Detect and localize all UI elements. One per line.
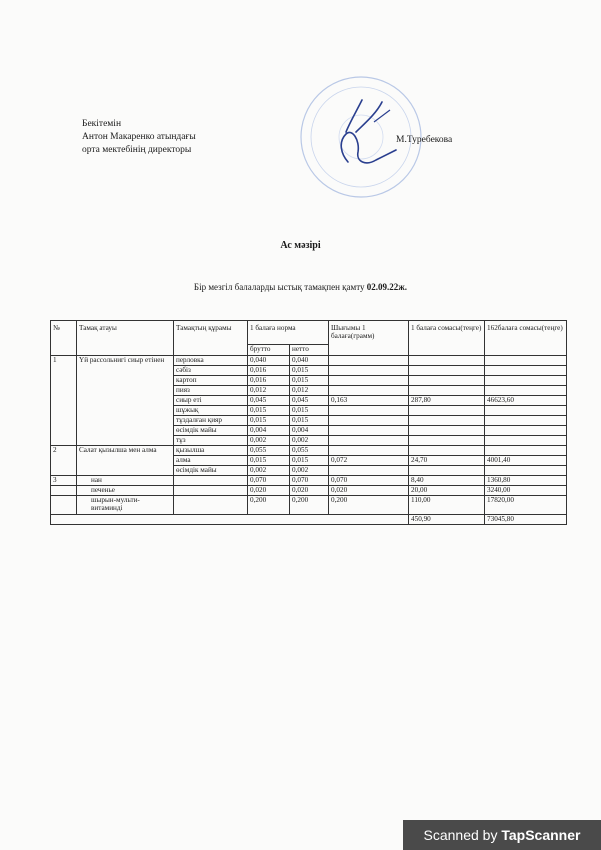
menu-table [50, 320, 567, 525]
row-yield [329, 436, 409, 446]
row-comp: өсімдік майы [174, 426, 248, 436]
row-num: 3 [51, 476, 77, 486]
row-total [485, 416, 567, 426]
row-comp [174, 496, 248, 515]
row-yield [329, 386, 409, 396]
row-netto: 0,015 [290, 416, 329, 426]
table-row [51, 446, 567, 456]
row-cost1 [409, 386, 485, 396]
row-netto: 0,002 [290, 436, 329, 446]
director-name: М.Туребекова [396, 135, 453, 145]
page-title: Ас мәзірі [280, 240, 321, 251]
row-netto: 0,045 [290, 396, 329, 406]
row-yield [329, 426, 409, 436]
row-food: Салат қызылша мен алма [77, 446, 174, 476]
row-yield [329, 416, 409, 426]
row-total [485, 376, 567, 386]
row-total [485, 466, 567, 476]
header-norm: 1 балаға норма [248, 321, 329, 345]
row-netto: 0,004 [290, 426, 329, 436]
row-brutto: 0,012 [248, 386, 290, 396]
row-yield: 0,072 [329, 456, 409, 466]
row-brutto: 0,020 [248, 486, 290, 496]
row-total [485, 356, 567, 366]
row-netto: 0,200 [290, 496, 329, 515]
row-netto: 0,020 [290, 486, 329, 496]
table-row [51, 496, 567, 515]
row-total: 46623,60 [485, 396, 567, 406]
row-total [485, 386, 567, 396]
table-row [51, 356, 567, 366]
row-netto: 0,040 [290, 356, 329, 366]
row-comp: тұздалған қияр [174, 416, 248, 426]
row-netto: 0,012 [290, 386, 329, 396]
row-cost1: 287,80 [409, 396, 485, 406]
row-cost1 [409, 436, 485, 446]
row-yield [329, 446, 409, 456]
table-row [51, 476, 567, 486]
row-cost1: 110,00 [409, 496, 485, 515]
row-comp: өсімдік майы [174, 466, 248, 476]
header-netto: нетто [290, 345, 329, 356]
row-yield: 0,163 [329, 396, 409, 406]
row-comp [174, 476, 248, 486]
row-netto: 0,015 [290, 456, 329, 466]
row-brutto: 0,016 [248, 366, 290, 376]
row-total [485, 366, 567, 376]
row-cost1 [409, 466, 485, 476]
row-total [485, 406, 567, 416]
row-brutto: 0,002 [248, 436, 290, 446]
row-netto: 0,015 [290, 366, 329, 376]
approval-block [82, 118, 196, 157]
scanner-watermark [403, 820, 601, 850]
header-cost-total: 162балаға сомасы(теңге) [485, 321, 567, 356]
row-total [485, 446, 567, 456]
table-total-row [51, 515, 567, 525]
row-yield: 0,200 [329, 496, 409, 515]
row-num [51, 486, 77, 496]
row-total [485, 426, 567, 436]
row-brutto: 0,015 [248, 456, 290, 466]
row-cost1 [409, 416, 485, 426]
subtitle-text: Бір мезгіл балаларды ыстық тамақпен қамту [193, 282, 367, 292]
row-yield [329, 356, 409, 366]
row-comp [174, 486, 248, 496]
row-brutto: 0,040 [248, 356, 290, 366]
row-yield [329, 466, 409, 476]
header-yield: Шығымы 1 балаға(грамм) [329, 321, 409, 356]
total-label-cell [51, 515, 409, 525]
row-brutto: 0,002 [248, 466, 290, 476]
row-cost1 [409, 426, 485, 436]
subtitle [0, 282, 601, 292]
row-comp: алма [174, 456, 248, 466]
header-cost1: 1 балаға сомасы(теңге) [409, 321, 485, 356]
row-yield [329, 406, 409, 416]
row-netto: 0,070 [290, 476, 329, 486]
row-cost1 [409, 446, 485, 456]
row-brutto: 0,200 [248, 496, 290, 515]
row-brutto: 0,055 [248, 446, 290, 456]
row-brutto: 0,015 [248, 416, 290, 426]
row-total: 1360,80 [485, 476, 567, 486]
row-netto: 0,002 [290, 466, 329, 476]
row-comp: сиыр еті [174, 396, 248, 406]
row-comp: тұз [174, 436, 248, 446]
approval-line-3: орта мектебінің директоры [82, 145, 192, 155]
total-cost-total: 73045,80 [485, 515, 567, 525]
subtitle-date: 02.09.22ж. [366, 282, 408, 292]
row-total: 17820,00 [485, 496, 567, 515]
row-food: Үй рассольнигі сиыр етінен [77, 356, 174, 446]
approval-line-2: Антон Макаренко атындағы [82, 132, 196, 142]
table-header-row [51, 321, 567, 345]
row-netto: 0,055 [290, 446, 329, 456]
row-comp: пияз [174, 386, 248, 396]
row-food: нан [77, 476, 174, 486]
row-comp: перловка [174, 356, 248, 366]
row-total: 4001,40 [485, 456, 567, 466]
row-cost1 [409, 406, 485, 416]
watermark-prefix: Scanned by [423, 827, 502, 843]
row-cost1 [409, 356, 485, 366]
row-num: 1 [51, 356, 77, 446]
row-total: 3240,00 [485, 486, 567, 496]
row-cost1: 20,00 [409, 486, 485, 496]
row-cost1 [409, 366, 485, 376]
row-yield [329, 366, 409, 376]
row-food: печенье [77, 486, 174, 496]
row-yield: 0,020 [329, 486, 409, 496]
row-yield [329, 376, 409, 386]
table-row [51, 486, 567, 496]
row-brutto: 0,070 [248, 476, 290, 486]
row-comp: шұжық [174, 406, 248, 416]
row-comp: сәбіз [174, 366, 248, 376]
header-brutto: брутто [248, 345, 290, 356]
row-brutto: 0,015 [248, 406, 290, 416]
row-brutto: 0,004 [248, 426, 290, 436]
row-brutto: 0,016 [248, 376, 290, 386]
row-netto: 0,015 [290, 406, 329, 416]
row-cost1: 8,40 [409, 476, 485, 486]
header-num: № [51, 321, 77, 356]
watermark-brand: TapScanner [501, 827, 581, 843]
row-num [51, 496, 77, 515]
header-food: Тамақ атауы [77, 321, 174, 356]
row-comp: қызылша [174, 446, 248, 456]
total-cost1: 450,90 [409, 515, 485, 525]
row-brutto: 0,045 [248, 396, 290, 406]
row-netto: 0,015 [290, 376, 329, 386]
row-cost1: 24,70 [409, 456, 485, 466]
row-yield: 0,070 [329, 476, 409, 486]
row-num: 2 [51, 446, 77, 476]
header-composition: Тамақтың құрамы [174, 321, 248, 356]
approval-line-1: Бекітемін [82, 119, 122, 129]
row-food: шырын-мульти-витаминді [77, 496, 174, 515]
row-total [485, 436, 567, 446]
row-cost1 [409, 376, 485, 386]
row-comp: картоп [174, 376, 248, 386]
